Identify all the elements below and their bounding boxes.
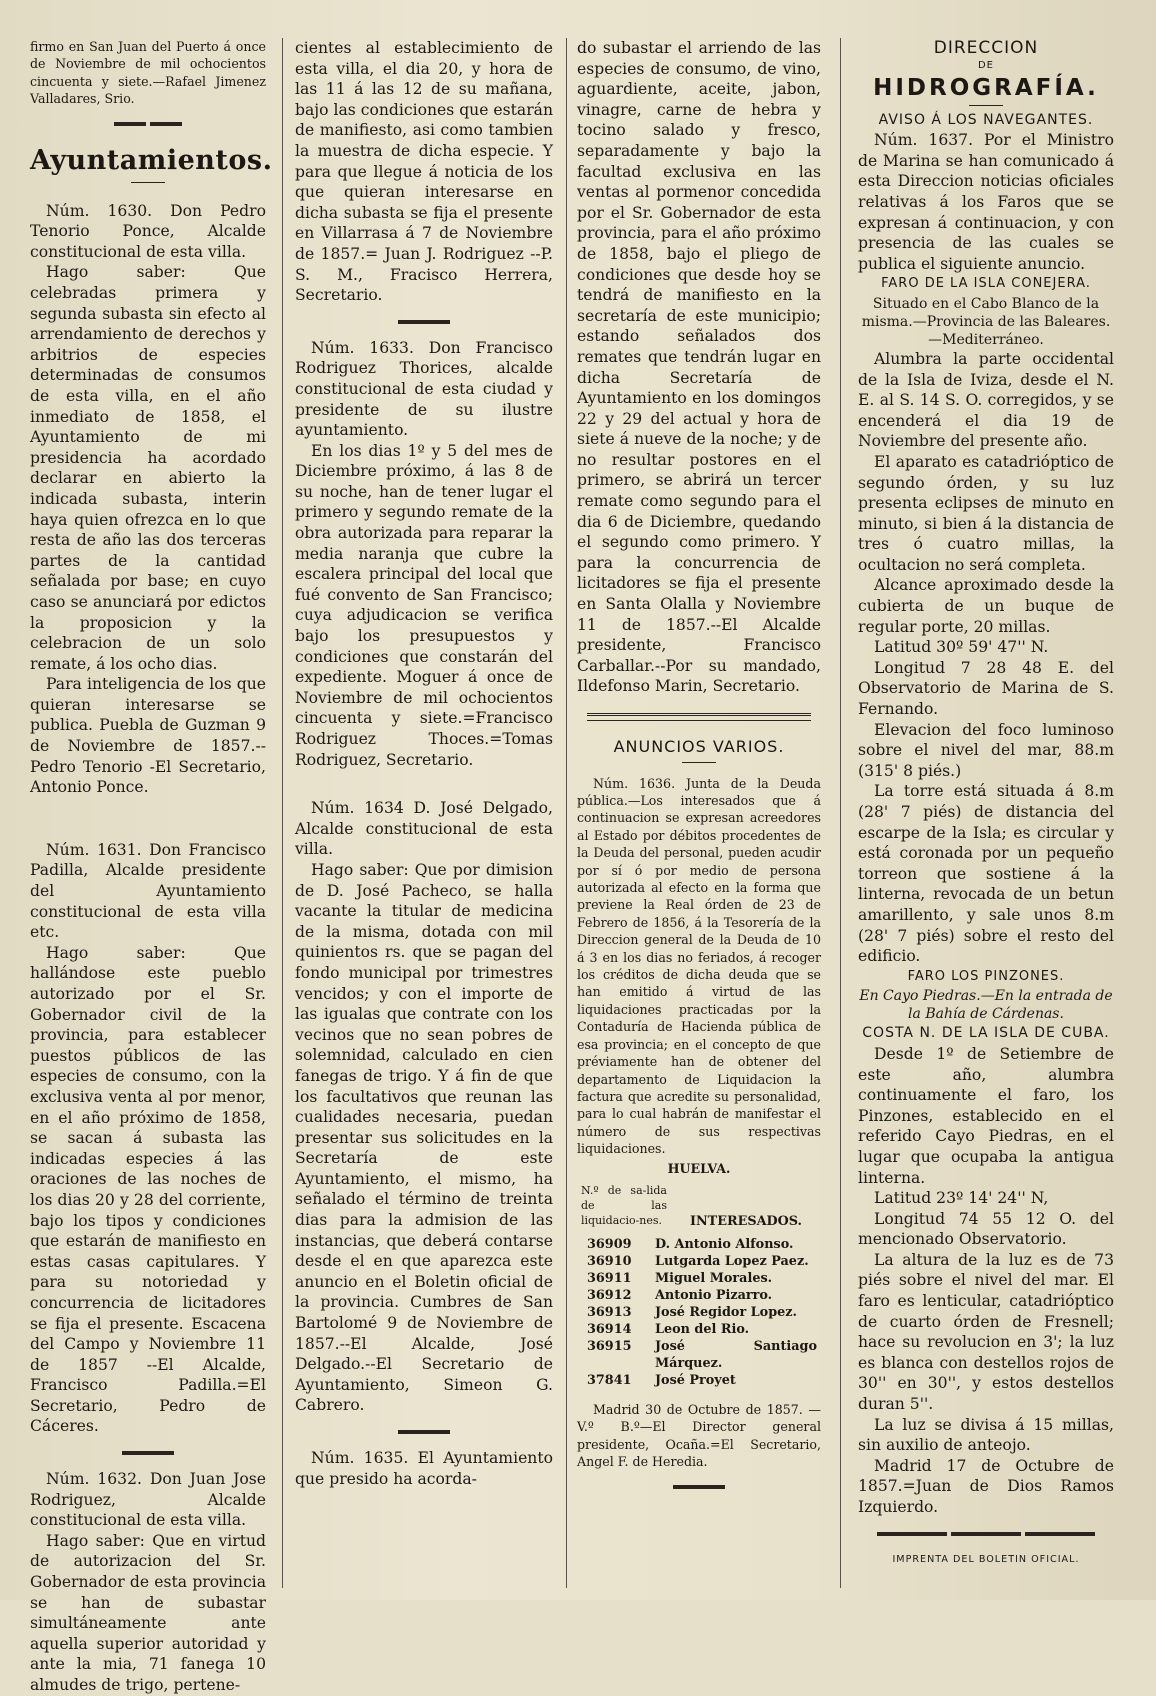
huelva-heading: HUELVA. [667, 1160, 731, 1176]
liquidacion-number: 36913 [587, 1304, 632, 1320]
liquidacion-number: 36911 [587, 1270, 632, 1286]
ornament-divider [858, 1532, 1114, 1536]
notice-1635-header: Núm. 1635. El Ayuntamiento que presido ha acorda- [295, 1449, 553, 1488]
liquidacion-number: 36914 [587, 1321, 632, 1337]
notice-1633-header: Núm. 1633. Don Francisco Rodriguez Thorices, alcalde constitucional de esta ciudad y presidente de su ilustre ayuntamiento. [295, 338, 553, 440]
column-1 [30, 38, 273, 1694]
section-divider [587, 713, 811, 721]
ornament-divider [30, 1451, 266, 1455]
notice-1630-body: Hago saber: Que celebradas primera y segunda subasta sin efecto al arrendamiento de derechos y arbitrios de especies determinadas de consumos de esta villa, en el año inmediato de 1858, el Ayuntamiento de mi presidencia ha acordado declarar en abierto la indicada subasta, interin haya quien ofrezca en lo que resta de año las dos terceras partes de la cantidad señalada por base; en cuyo caso se anunciará por edictos la proposicion y la celebracion de un solo remate, á los ocho dias. [30, 263, 266, 673]
faro-conejera-p3: Alcance aproximado desde la cubierta de un buque de regular porte, 20 millas. [858, 576, 1114, 636]
interesado-name: Leon del Rio. [655, 1321, 750, 1337]
faro-pinzones-sign: Madrid 17 de Octubre de 1857.=Juan de Dios Ramos Izquierdo. [858, 1456, 1114, 1516]
divider [682, 762, 716, 763]
notice-1637-body: Núm. 1637. Por el Ministro de Marina se han comunicado á esta Direccion noticias oficiales relativas á los Faros que se expresan á continuacion, y con presencia de las cuales se publica el siguiente anuncio. [858, 131, 1114, 273]
table-row [577, 1372, 821, 1389]
liquidacion-number: 36915 [587, 1338, 632, 1354]
faro-pinzones-p1: Desde 1º de Setiembre de este año, alumbra continuamente el faro, los Pinzones, establecido en el referido Cayo Piedras, en el lugar que ocupaba la antigua linterna. [858, 1044, 1114, 1187]
interesados-table [577, 1183, 821, 1230]
faro-conejera-long: Longitud 7 28 48 E. del Observatorio de Marina de S. Fernando. [858, 658, 1114, 719]
table-row [577, 1236, 821, 1253]
notice-1636-sign: Madrid 30 de Octubre de 1857. —V.º B.º—El Director general presidente, Ocaña.=El Secretario, Angel F. de Heredia. [577, 1401, 821, 1470]
faro-pinzones-location: En Cayo Piedras.—En la entrada de la Bahía de Cárdenas. [859, 988, 1113, 1023]
interesado-name: Miguel Morales. [655, 1270, 773, 1286]
column-2 [295, 38, 553, 1588]
notice-1632-cont: cientes al establecimiento de esta villa, el dia 20, y hora de las 11 á las 12 de su mañana, bajo las condiciones que estarán de manifiesto, asi como tambien la muestra de dicha especie. Y para que llegue á noticia de los que quieran interesarse en dicha subasta se fija el presente en Villarrasa á 7 de Noviembre de 1857.= Juan J. Rodriguez --P. S. M., Fracisco Herrera, Secretario. [295, 39, 553, 305]
interesado-name: José Proyet [655, 1372, 736, 1388]
table-row [577, 1253, 821, 1270]
interesado-name: José Santiago Márquez. [655, 1338, 817, 1371]
column-header-number: N.º de sa-lida de las liquidacio-nes. [581, 1183, 667, 1227]
imprenta-footer: IMPRENTA DEL BOLETIN OFICIAL. [892, 1553, 1080, 1565]
interesado-name: D. Antonio Alfonso. [655, 1236, 794, 1252]
table-row [577, 1321, 821, 1338]
interesados-rows [577, 1236, 821, 1389]
fragment-text: firmo en San Juan del Puerto á once de Noviembre de mil ochocientos cincuenta y siete.—Rafael Jimenez Valladares, Srio. [30, 39, 266, 107]
costa-heading: COSTA N. DE LA ISLA DE CUBA. [862, 1025, 1110, 1042]
faro-pinzones-p4: La altura de la luz es de 73 piés sobre el nivel del mar. El faro es lenticular, catadrióptico de cuarto órden de Fresnell; hace su revolucion en 3'; la luz es blanca con destellos rojos de 30'' en 30'', y estos destellos duran 5''. [858, 1250, 1114, 1414]
notice-1632-body: Hago saber: Que en virtud de autorizacion del Sr. Gobernador de esta provincia se han de subastar simultáneamente ante aquella superior autoridad y ante la mia, 71 fanega 10 almudes de trigo, pertene- [30, 1531, 266, 1694]
table-row [577, 1270, 821, 1287]
liquidacion-number: 36910 [587, 1253, 632, 1269]
faro-conejera-p2: El aparato es catadrióptico de segundo órden, y su luz presenta eclipses de minuto en minuto, si bien á la distancia de tres ó cuatro millas, la ocultacion no será completa. [858, 452, 1114, 574]
faro-conejera-p1: Alumbra la parte occidental de la Isla de Iviza, desde el N. E. al S. 14 S. O. corregidos, y se encenderá el dia 19 de Noviembre del presente año. [858, 349, 1114, 451]
notice-1631-header: Núm. 1631. Don Francisco Padilla, Alcalde presidente del Ayuntamiento constitucional de esta villa etc. [30, 840, 266, 942]
liquidacion-number: 36909 [587, 1236, 632, 1252]
faro-conejera-location: Situado en el Cabo Blanco de la misma.—Provincia de las Baleares.—Mediterráneo. [861, 295, 1111, 348]
faro-conejera-torre: La torre está situada á 8.m (28' 7 piés) de distancia del escarpe de la Isla; es circular y está coronada por un pequeño torreon que sostiene á la linterna, revocada de un betun amarillento, y sale unos 8.m (28' 7 piés) sobre el resto del edificio. [858, 782, 1114, 966]
liquidacion-number: 37841 [587, 1372, 632, 1388]
anuncios-title: ANUNCIOS VARIOS. [613, 737, 785, 756]
column-rule [840, 38, 841, 1588]
de-heading: DE [977, 59, 995, 71]
table-row [577, 1287, 821, 1304]
notice-1630-header: Núm. 1630. Don Pedro Tenorio Ponce, Alcalde constitucional de esta villa. [30, 201, 266, 261]
faro-pinzones-p5: La luz se divisa á 15 millas, sin auxilio de anteojo. [858, 1415, 1114, 1455]
aviso-heading: AVISO Á LOS NAVEGANTES. [878, 111, 1094, 128]
column-header-interesados: INTERESADOS. [689, 1213, 802, 1229]
column-rule [282, 38, 283, 1588]
notice-1636-body: Núm. 1636. Junta de la Deuda pública.—Los interesados que á continuacion se expresan acreedores al Estado por débitos procedentes de la Deuda del personal, pueden acudir por sí ó por medio de persona autorizada al efecto en la forma que previene la Real órden de 23 de Febrero de 1856, á la Tesorería de la Direccion general de la Deuda de 10 á 3 en los dias no feriados, á recoger los créditos de dicha deuda que se han emitido á virtud de las liquidaciones practicadas por la Contaduría de Hacienda pública de esa provincia; en el concepto de que préviamente han de obtener del departamento de Liquidacion la factura que acredite su personalidad, para lo cual habrán de manifestar el número de sus respectivas liquidaciones. [577, 775, 821, 1157]
ornament-divider [295, 320, 553, 324]
column-rule [566, 38, 567, 1588]
interesado-name: José Regidor Lopez. [655, 1304, 798, 1320]
notice-1632-header: Núm. 1632. Don Juan Jose Rodriguez, Alcalde constitucional de esta villa. [30, 1470, 266, 1530]
column-4 [858, 38, 1114, 1588]
column-3 [577, 38, 821, 1588]
notice-1634-body: Hago saber: Que por dimision de D. José Pacheco, se halla vacante la titular de medicina de la misma, dotada con mil quinientos rs. que se pagan del fondo municipal por trimestres vencidos; y con el importe de las igualas que contrate con los vecinos que no sean pobres de solemnidad, calculado en cien fanegas de trigo. Y á fin de que los facultativos que reunan las cualidades necesaria, puedan presentar sus solicitudes en la Secretaría de este Ayuntamiento, el mismo, ha señalado el término de treinta dias para la admision de las instancias, que deberá contarse desde el en que aparezca este anuncio en el Boletin oficial de la provincia. Cumbres de San Bartolomé 9 de Noviembre de 1857.--El Alcalde, José Delgado.--El Secretario de Ayuntamiento, Simeon G. Cabrero. [295, 860, 553, 1415]
divider [969, 105, 1003, 106]
direccion-heading: DIRECCION [933, 38, 1039, 58]
divider [131, 182, 165, 183]
section-title: Ayuntamientos. [30, 144, 273, 176]
notice-1633-body: En los dias 1º y 5 del mes de Diciembre próximo, á las 8 de su noche, han de tener lugar el primero y segundo remate de la obra autorizada para reparar la media naranja que cubre la escalera principal del local que fué convento de San Francisco; cuya adjudicacion se verifica bajo los presupuestos y condiciones que constarán del expediente. Moguer á once de Noviembre de mil ochocientos cincuenta y siete.=Francisco Rodriguez Thoces.=Tomas Rodriguez, Secretario. [295, 441, 553, 769]
faro-conejera-lat: Latitud 30º 59' 47'' N. [874, 638, 1049, 657]
faro-conejera-elev: Elevacion del foco luminoso sobre el nivel del mar, 88.m (315' 8 piés.) [858, 720, 1114, 780]
liquidacion-number: 36912 [587, 1287, 632, 1303]
ornament-divider [577, 1485, 821, 1489]
faro-conejera-heading: FARO DE LA ISLA CONEJERA. [881, 276, 1091, 292]
faro-pinzones-long: Longitud 74 55 12 O. del mencionado Observatorio. [858, 1209, 1114, 1249]
interesado-name: Lutgarda Lopez Paez. [655, 1253, 809, 1269]
faro-pinzones-lat: Latitud 23º 14' 24'' N, [874, 1189, 1049, 1208]
table-row [577, 1338, 821, 1372]
notice-1635-body: do subastar el arriendo de las especies de consumo, de vino, aguardiente, aceite, jabon, vinagre, carne de hebra y tocino salado y fresco, separadamente y bajo la facultad exclusiva en las ventas al pormenor concedida por el Sr. Gobernador de esta provincia, para el año próximo de 1858, bajo el pliego de condiciones que desde hoy se tendrá de manifiesto en la secretaría de este municipio; estando señalados dos remates que tendrán lugar en dicha Secretaría de Ayuntamiento en los domingos 22 y 29 del actual y hora de siete á nueve de la noche; y de no resultar postores en el primero, se abrirá un tercer remate como segundo para el dia 6 de Diciembre, quedando el segundo como primero. Y para la concurrencia de licitadores se fija el presente en Santa Olalla y Noviembre 11 de 1857.--El Alcalde presidente, Francisco Carballar.--Por su mandado, Ildefonso Marin, Secretario. [577, 39, 821, 696]
ornament-divider [30, 122, 266, 126]
faro-pinzones-heading: FARO LOS PINZONES. [907, 968, 1065, 984]
hidrografia-heading: HIDROGRAFÍA. [873, 74, 1099, 101]
notice-1631-body: Hago saber: Que hallándose este pueblo autorizado por el Sr. Gobernador civil de la provincia, para establecer puestos públicos de las especies de consumo, con la exclusiva venta al por menor, en el año próximo de 1858, se sacan á subasta las indicadas especies á las oraciones de las noches de los dias 20 y 28 del corriente, bajo los tipos y condiciones que estarán de manifiesto en estas casas capitulares. Y para su notoriedad y concurrencia de licitadores se fija el presente. Escacena del Campo y Noviembre 11 de 1857 --El Alcalde, Francisco Padilla.=El Secretario, Pedro de Cáceres. [30, 943, 266, 1436]
notice-1634-header: Núm. 1634 D. José Delgado, Alcalde constitucional de esta villa. [295, 799, 553, 859]
interesado-name: Antonio Pizarro. [655, 1287, 773, 1303]
table-row [577, 1304, 821, 1321]
notice-1630-sign: Para inteligencia de los que quieran interesarse se publica. Puebla de Guzman 9 de Noviembre de 1857.--Pedro Tenorio -El Secretario, Antonio Ponce. [30, 675, 266, 797]
ornament-divider [295, 1430, 553, 1434]
